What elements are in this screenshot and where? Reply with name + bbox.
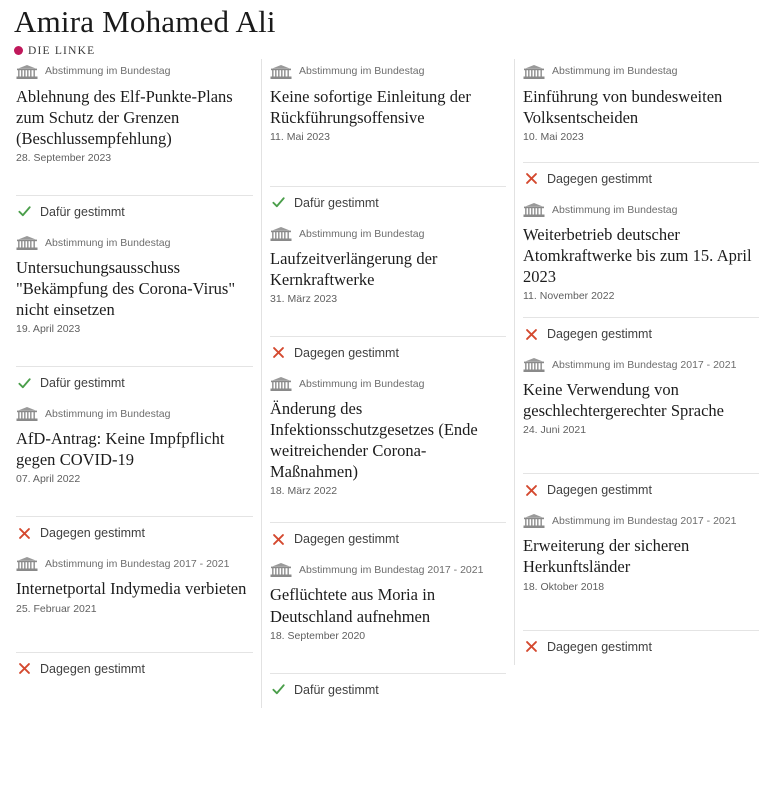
- vote-date: 07. April 2022: [16, 473, 81, 486]
- vote-card[interactable]: [270, 221, 506, 369]
- votes-column-3: [514, 59, 767, 665]
- check-icon: [18, 205, 31, 218]
- vote-result-label: Dagegen gestimmt: [547, 483, 652, 498]
- party-color-dot: [14, 46, 23, 55]
- vote-result-label: Dagegen gestimmt: [40, 661, 145, 676]
- vote-source-label: Abstimmung im Bundestag 2017 - 2021: [552, 359, 737, 372]
- cross-icon: [272, 533, 285, 546]
- vote-title: Untersuchungsausschuss "Bekämpfung des Corona-Virus" nicht einsetzen: [16, 257, 236, 320]
- vote-source-row: [16, 407, 253, 422]
- vote-result-label: Dafür gestimmt: [40, 204, 125, 219]
- cross-icon: [525, 484, 538, 497]
- vote-title: Weiterbetrieb deutscher Atomkraftwerke bis zum 15. April 2023: [523, 224, 752, 286]
- vote-source-label: Abstimmung im Bundestag: [45, 65, 171, 78]
- page-title: Amira Mohamed Ali: [14, 4, 276, 39]
- bundestag-building-icon: [16, 407, 38, 422]
- vote-result-label: Dagegen gestimmt: [547, 327, 652, 342]
- bundestag-building-icon: [523, 203, 545, 218]
- bundestag-building-icon: [16, 65, 38, 80]
- vote-source-label: Abstimmung im Bundestag 2017 - 2021: [45, 558, 230, 571]
- vote-card[interactable]: [16, 551, 253, 684]
- vote-date: 18. September 2020: [270, 629, 366, 642]
- vote-date: 24. Juni 2021: [523, 424, 587, 437]
- vote-result-label: Dagegen gestimmt: [40, 526, 145, 541]
- vote-source-row: [16, 236, 253, 251]
- vote-card[interactable]: [270, 371, 506, 555]
- vote-result-row: [523, 630, 759, 663]
- vote-card[interactable]: [270, 557, 506, 705]
- vote-date: 11. Mai 2023: [270, 130, 330, 143]
- vote-result-label: Dagegen gestimmt: [547, 171, 652, 186]
- vote-title: AfD-Antrag: Keine Impfpflicht gegen COVID-19: [16, 429, 225, 470]
- vote-source-row: [523, 358, 759, 373]
- cross-icon: [525, 640, 538, 653]
- bundestag-building-icon: [523, 358, 545, 373]
- vote-result-row: [16, 366, 253, 399]
- vote-result-row: [523, 162, 759, 195]
- vote-title: Internetportal Indymedia verbieten: [16, 579, 247, 599]
- check-icon: [272, 196, 285, 209]
- cross-icon: [272, 346, 285, 359]
- party-affiliation: [14, 45, 755, 57]
- vote-card[interactable]: [16, 401, 253, 549]
- bundestag-building-icon: [270, 65, 292, 80]
- vote-result-row: [270, 673, 506, 706]
- vote-result-label: Dafür gestimmt: [40, 376, 125, 391]
- vote-title: Einführung von bundesweiten Volksentscheiden: [523, 86, 723, 127]
- check-icon: [272, 683, 285, 696]
- vote-result-label: Dagegen gestimmt: [547, 639, 652, 654]
- vote-source-row: [16, 65, 253, 80]
- vote-result-label: Dafür gestimmt: [294, 195, 379, 210]
- vote-title: Keine sofortige Einleitung der Rückführungsoffensive: [270, 86, 471, 127]
- vote-title: Laufzeitverlängerung der Kernkraftwerke: [270, 248, 438, 289]
- vote-result-row: [16, 195, 253, 228]
- vote-card[interactable]: [16, 230, 253, 399]
- vote-card[interactable]: [523, 197, 759, 350]
- vote-result-row: [270, 186, 506, 219]
- vote-result-row: [16, 516, 253, 549]
- vote-result-label: Dagegen gestimmt: [294, 345, 399, 360]
- vote-date: 11. November 2022: [523, 290, 615, 303]
- vote-result-row: [270, 522, 506, 555]
- cross-icon: [525, 328, 538, 341]
- vote-title: Geflüchtete aus Moria in Deutschland aufnehmen: [270, 585, 436, 626]
- bundestag-building-icon: [523, 65, 545, 80]
- bundestag-building-icon: [523, 514, 545, 529]
- vote-result-row: [16, 652, 253, 685]
- vote-card[interactable]: [523, 59, 759, 195]
- votes-column-2: [261, 59, 514, 708]
- bundestag-building-icon: [270, 563, 292, 578]
- vote-card[interactable]: [16, 59, 253, 228]
- vote-source-label: Abstimmung im Bundestag 2017 - 2021: [552, 515, 737, 528]
- bundestag-building-icon: [16, 236, 38, 251]
- vote-source-label: Abstimmung im Bundestag 2017 - 2021: [299, 564, 484, 577]
- vote-source-row: [523, 514, 759, 529]
- vote-result-row: [270, 336, 506, 369]
- vote-date: 19. April 2023: [16, 323, 81, 336]
- vote-source-row: [270, 377, 506, 392]
- vote-date: 18. März 2022: [270, 485, 338, 498]
- vote-source-row: [270, 227, 506, 242]
- vote-date: 31. März 2023: [270, 292, 338, 305]
- check-icon: [18, 377, 31, 390]
- party-name-label: DIE LINKE: [28, 44, 96, 57]
- cross-icon: [18, 527, 31, 540]
- vote-source-row: [523, 203, 759, 218]
- vote-source-label: Abstimmung im Bundestag: [299, 65, 425, 78]
- votes-columns: [6, 59, 763, 708]
- vote-result-label: Dafür gestimmt: [294, 682, 379, 697]
- vote-date: 18. Oktober 2018: [523, 580, 605, 593]
- vote-card[interactable]: [270, 59, 506, 219]
- cross-icon: [18, 662, 31, 675]
- vote-source-row: [270, 563, 506, 578]
- bundestag-building-icon: [270, 227, 292, 242]
- vote-date: 25. Februar 2021: [16, 602, 97, 615]
- vote-source-label: Abstimmung im Bundestag: [552, 203, 678, 216]
- vote-title: Ablehnung des Elf-Punkte-Plans zum Schutz der Grenzen (Beschlussempfehlung): [16, 86, 233, 148]
- vote-date: 28. September 2023: [16, 151, 112, 164]
- vote-source-label: Abstimmung im Bundestag: [299, 227, 425, 240]
- vote-source-label: Abstimmung im Bundestag: [45, 236, 171, 249]
- vote-source-row: [523, 65, 759, 80]
- cross-icon: [525, 172, 538, 185]
- page-header: [6, 0, 763, 57]
- vote-source-label: Abstimmung im Bundestag: [45, 408, 171, 421]
- vote-source-label: Abstimmung im Bundestag: [552, 65, 678, 78]
- bundestag-building-icon: [270, 377, 292, 392]
- vote-card[interactable]: [523, 508, 759, 662]
- vote-title: Erweiterung der sicheren Herkunftsländer: [523, 536, 690, 577]
- vote-title: Keine Verwendung von geschlechtergerechter Sprache: [523, 380, 724, 421]
- vote-source-row: [270, 65, 506, 80]
- vote-title: Änderung des Infektionsschutzgesetzes (Ende weitreichender Corona-Maßnahmen): [270, 398, 478, 482]
- vote-result-row: [523, 317, 759, 350]
- vote-result-label: Dagegen gestimmt: [294, 532, 399, 547]
- vote-source-label: Abstimmung im Bundestag: [299, 377, 425, 390]
- bundestag-building-icon: [16, 557, 38, 572]
- vote-card[interactable]: [523, 352, 759, 506]
- vote-source-row: [16, 557, 253, 572]
- votes-column-1: [8, 59, 261, 687]
- vote-date: 10. Mai 2023: [523, 130, 584, 143]
- vote-result-row: [523, 473, 759, 506]
